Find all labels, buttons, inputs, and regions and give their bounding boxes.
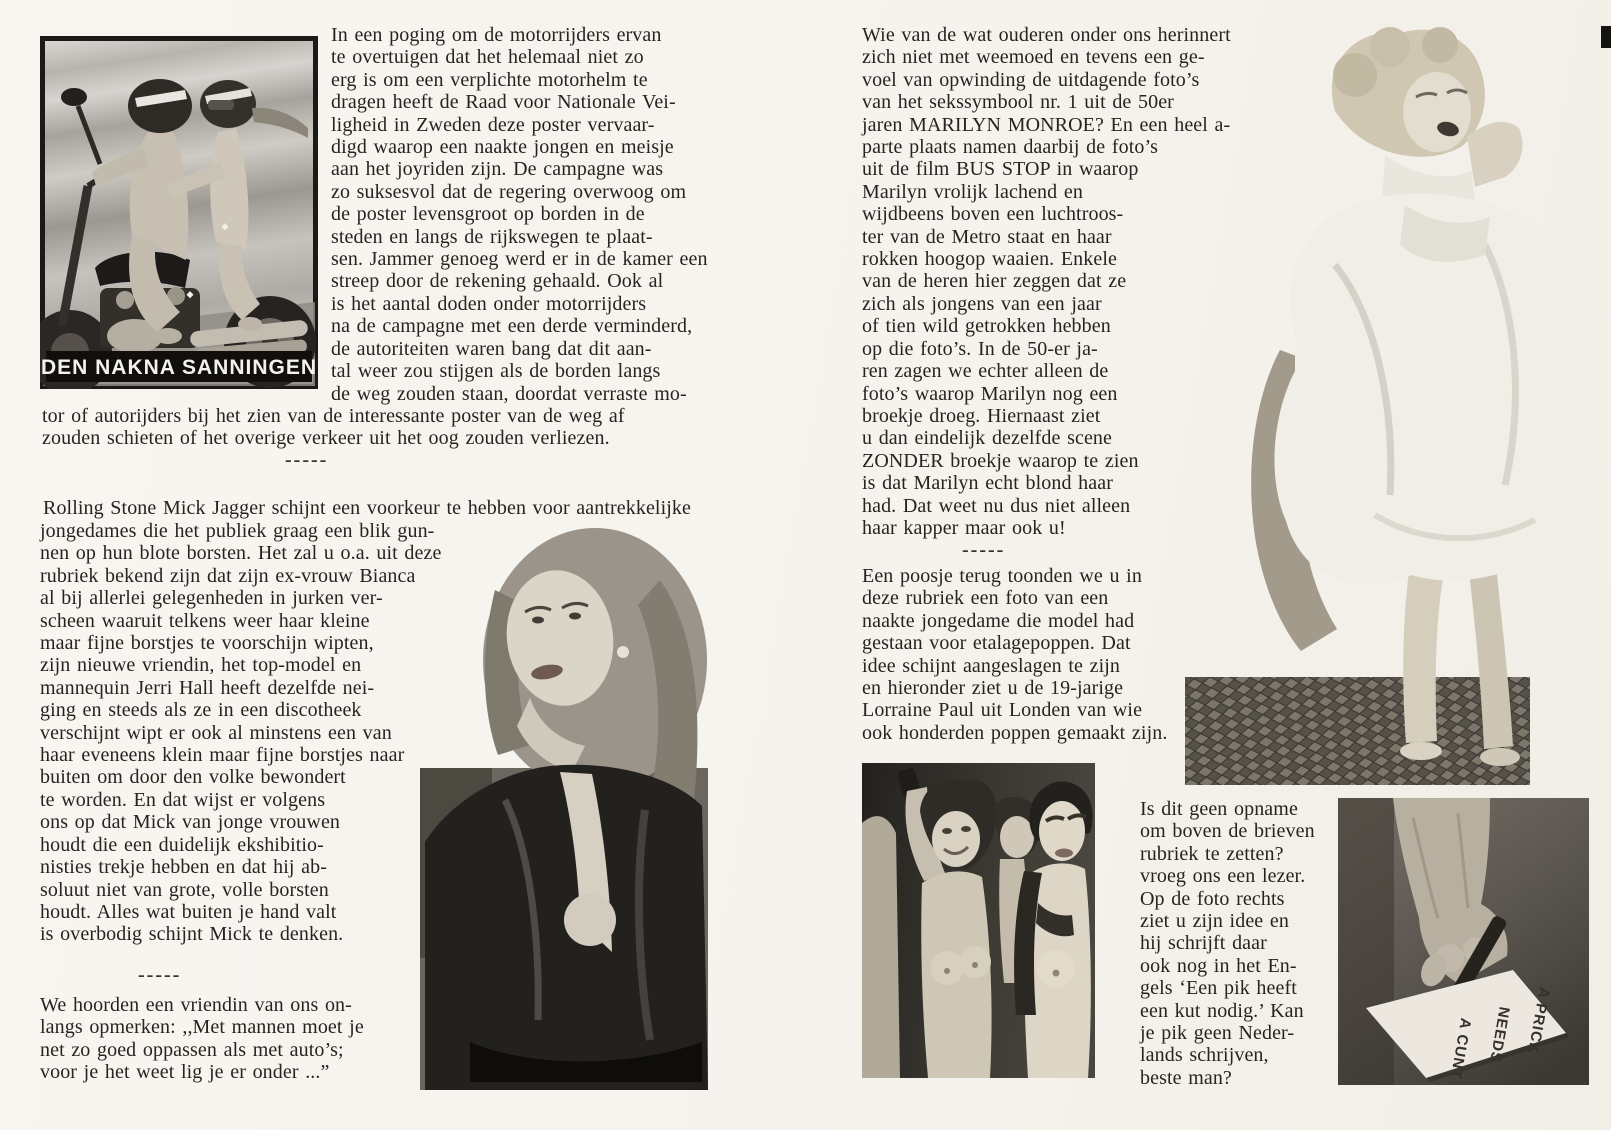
section-separator: ----- <box>138 964 182 986</box>
text-line: zijn nieuwe vriendin, het top-model en <box>40 654 362 677</box>
text-line: had. Dat weet nu dus niet alleen <box>862 494 1131 517</box>
motorcycle-poster-photo <box>40 36 318 389</box>
text-line: te worden. En dat wijst er volgens <box>40 788 326 811</box>
text-line: rokken hoogop waaien. Enkele <box>862 248 1117 271</box>
text-line: voor je het weet lig je er onder ...” <box>40 1061 330 1084</box>
mannequin-left <box>862 816 900 1078</box>
text-line: ging en steeds als ze in een discotheek <box>40 699 362 722</box>
text-line: streep door de rekening gehaald. Ook al <box>331 270 664 293</box>
text-line: gels ‘Een pik heeft <box>1140 977 1297 1000</box>
text-line: Is dit geen opname <box>1140 798 1298 820</box>
text-line: broekje droeg. Hiernaast ziet <box>862 404 1101 427</box>
text-line: We hoorden een vriendin van ons on- <box>40 994 352 1016</box>
text-line: zouden schieten of het overige verkeer uit het oog zouden verliezen. <box>42 427 610 450</box>
text-line: ook honderden poppen gemaakt zijn. <box>862 721 1168 744</box>
text-line: ook nog in het En- <box>1140 954 1297 977</box>
text-line: Een poosje terug toonden we u in <box>862 565 1142 587</box>
text-line: of tien wild getrokken hebben <box>862 315 1111 338</box>
text-line: lands schrijven, <box>1140 1044 1269 1067</box>
text-line: soluut niet van grote, volle borsten <box>40 878 329 901</box>
text-line: aan het joyriden zijn. De campagne was <box>331 158 664 181</box>
text-line: u dan eindelijk dezelfde scene <box>862 427 1112 450</box>
text-line: digd waarop een naakte jongen en meisje <box>331 136 674 159</box>
article-poppen-column <box>862 565 1167 744</box>
subway-grate <box>1185 677 1530 785</box>
text-line: zo suksesvol dat de regering overwoog om <box>331 180 687 203</box>
text-line: je pik geen Neder- <box>1140 1022 1295 1045</box>
text-line: is het aantal doden onder motorrijders <box>331 292 647 315</box>
text-line: rubriek te zetten? <box>1140 842 1284 865</box>
text-line: ziet u zijn idee en <box>1140 910 1289 933</box>
text-line: ligheid in Zweden deze poster vervaar- <box>331 113 655 136</box>
text-line: foto’s waarop Marilyn nog een <box>862 382 1118 405</box>
scan-edge-mark <box>1601 26 1611 48</box>
text-line: na de campagne met een derde verminderd, <box>331 315 693 338</box>
text-line: haar eveneens klein maar fijne borstjes naar <box>40 744 405 767</box>
text-line: sen. Jammer genoeg werd er in de kamer een <box>331 248 708 271</box>
text-line: Marilyn vrolijk lachend en <box>862 180 1083 203</box>
text-line: steden en langs de rijkswegen te plaat- <box>331 225 653 248</box>
section-separator: ----- <box>285 449 329 471</box>
text-line: vroeg ons een lezer. <box>1140 865 1306 888</box>
text-line: van het sekssymbool nr. 1 uit de 50er <box>862 91 1174 114</box>
text-line: uit de film BUS STOP in waarop <box>862 158 1139 181</box>
article-vriendin-column <box>40 994 364 1084</box>
text-line: zich als jongens van een jaar <box>862 292 1102 315</box>
article-motorhelm-column <box>331 24 708 405</box>
section-separator: ----- <box>962 539 1006 561</box>
mannequins-photo <box>862 763 1095 1078</box>
motorcycle-poster-illustration <box>40 36 318 389</box>
text-line: parte plaats namen daarbij de foto’s <box>862 136 1158 159</box>
text-line: scheen waaruit telkens weer haar kleine <box>40 609 370 632</box>
text-line: idee schijnt aangeslagen te zijn <box>862 654 1120 677</box>
text-line: en hieronder ziet u de 19-jarige <box>862 677 1124 700</box>
text-line: tal weer zou stijgen als de borden langs <box>331 360 661 383</box>
text-line: gestaan voor etalagepoppen. Dat <box>862 632 1131 655</box>
jerri-hall-photo <box>410 520 710 1090</box>
paper-text-line: A PRICK <box>1524 985 1553 1056</box>
hand-writing-photo <box>1338 798 1589 1085</box>
text-line: buiten om door den volke bewondert <box>40 766 346 789</box>
paper-text-line: NEEDS <box>1486 1005 1513 1065</box>
text-line: nen op hun blote borsten. Het zal u o.a. uit deze <box>40 542 442 565</box>
text-line: langs opmerken: ,,Met mannen moet je <box>40 1016 364 1039</box>
face <box>1403 72 1471 152</box>
text-line: houdt die een duidelijk ekshibitio- <box>40 833 324 856</box>
text-line: is overbodig schijnt Mick te denken. <box>40 923 344 946</box>
text-line: de weg zouden staan, doordat verraste mo- <box>331 382 687 405</box>
text-line: erg is om een verplichte motorhelm te <box>331 68 648 91</box>
text-line: op die foto’s. In de 50-er ja- <box>862 337 1098 360</box>
text-line: dragen heeft de Raad voor Nationale Vei- <box>331 91 676 114</box>
text-line: Op de foto rechts <box>1140 887 1285 910</box>
mannequins-illustration <box>862 763 1095 1078</box>
text-line: de poster levensgroot op borden in de <box>331 203 645 226</box>
marilyn-monroe-photo <box>1185 15 1611 790</box>
text-line: deze rubriek een foto van een <box>862 587 1109 610</box>
caption-band <box>41 351 317 382</box>
article-jagger-column <box>40 520 441 946</box>
text-line: voel van opwinding de uitdagende foto’s <box>862 68 1200 91</box>
poster-caption: DEN NAKNA SANNINGEN <box>40 356 318 379</box>
text-line: jongedames die het publiek graag een blik gun- <box>40 520 435 542</box>
text-line: Wie van de wat ouderen onder ons herinnert <box>862 24 1231 46</box>
text-line: jaren MARILYN MONROE? En een heel a- <box>862 113 1231 136</box>
article-jagger-first-line: Rolling Stone Mick Jagger schijnt een voorkeur te hebben voor aantrekkelijke <box>43 497 691 519</box>
text-line: net zo goed oppassen als met auto’s; <box>40 1038 344 1061</box>
jerri-hall-illustration <box>410 520 710 1090</box>
earring <box>617 646 629 658</box>
text-line: ren zagen we echter alleen de <box>862 360 1109 383</box>
text-line: is dat Marilyn echt blond haar <box>862 472 1113 495</box>
text-line: ons op dat Mick van jonge vrouwen <box>40 811 341 834</box>
article-lezer-column <box>1140 798 1315 1089</box>
right-arm <box>1467 122 1523 187</box>
article-motorhelm-runout <box>42 405 625 450</box>
text-line: wijdbeens boven een luchtroos- <box>862 203 1124 226</box>
article-marilyn-column <box>862 24 1231 539</box>
mirror <box>61 88 87 106</box>
text-line: de autoriteiten waren bang dat dit aan- <box>331 337 652 360</box>
text-line: beste man? <box>1140 1066 1232 1089</box>
text-line: om boven de brieven <box>1140 820 1315 843</box>
text-line: al bij allerlei gelegenheden in jurken ver- <box>40 587 383 610</box>
text-line: maar fijne borstjes te voorschijn wipten, <box>40 632 374 655</box>
text-line: ZONDER broekje waarop te zien <box>862 449 1139 472</box>
text-line: naakte jongedame die model had <box>862 609 1135 632</box>
text-line: nisties trekje hebben en dat hij ab- <box>40 856 327 879</box>
text-line: rubriek bekend zijn dat zijn ex-vrouw Bianca <box>40 564 416 587</box>
text-line: ter van de Metro staat en haar <box>862 225 1112 248</box>
text-line: hij schrijft daar <box>1140 932 1267 955</box>
text-line: In een poging om de motorrijders ervan <box>331 24 662 46</box>
text-line: een kut nodig.’ Kan <box>1140 999 1304 1022</box>
text-line: tor of autorijders bij het zien van de interessante poster van de weg af <box>42 405 625 427</box>
text-line: mannequin Jerri Hall heeft dezelfde nei- <box>40 676 375 699</box>
text-line: houdt. Alles wat buiten je hand valt <box>40 900 337 923</box>
text-line: haar kapper maar ook u! <box>862 516 1066 539</box>
hand-writing-illustration <box>1338 798 1589 1085</box>
marilyn-illustration <box>1185 15 1611 790</box>
text-line: van de heren hier zeggen dat ze <box>862 270 1127 293</box>
text-line: Lorraine Paul uit Londen van wie <box>862 699 1143 722</box>
paper-text-line: A CUNT <box>1446 1016 1475 1081</box>
text-line: zich niet met weemoed en tevens een ge- <box>862 46 1205 69</box>
text-line: te overtuigen dat het helemaal niet zo <box>331 46 644 69</box>
text-line: verschijnt wipt er ook al minstens een van <box>40 721 392 744</box>
